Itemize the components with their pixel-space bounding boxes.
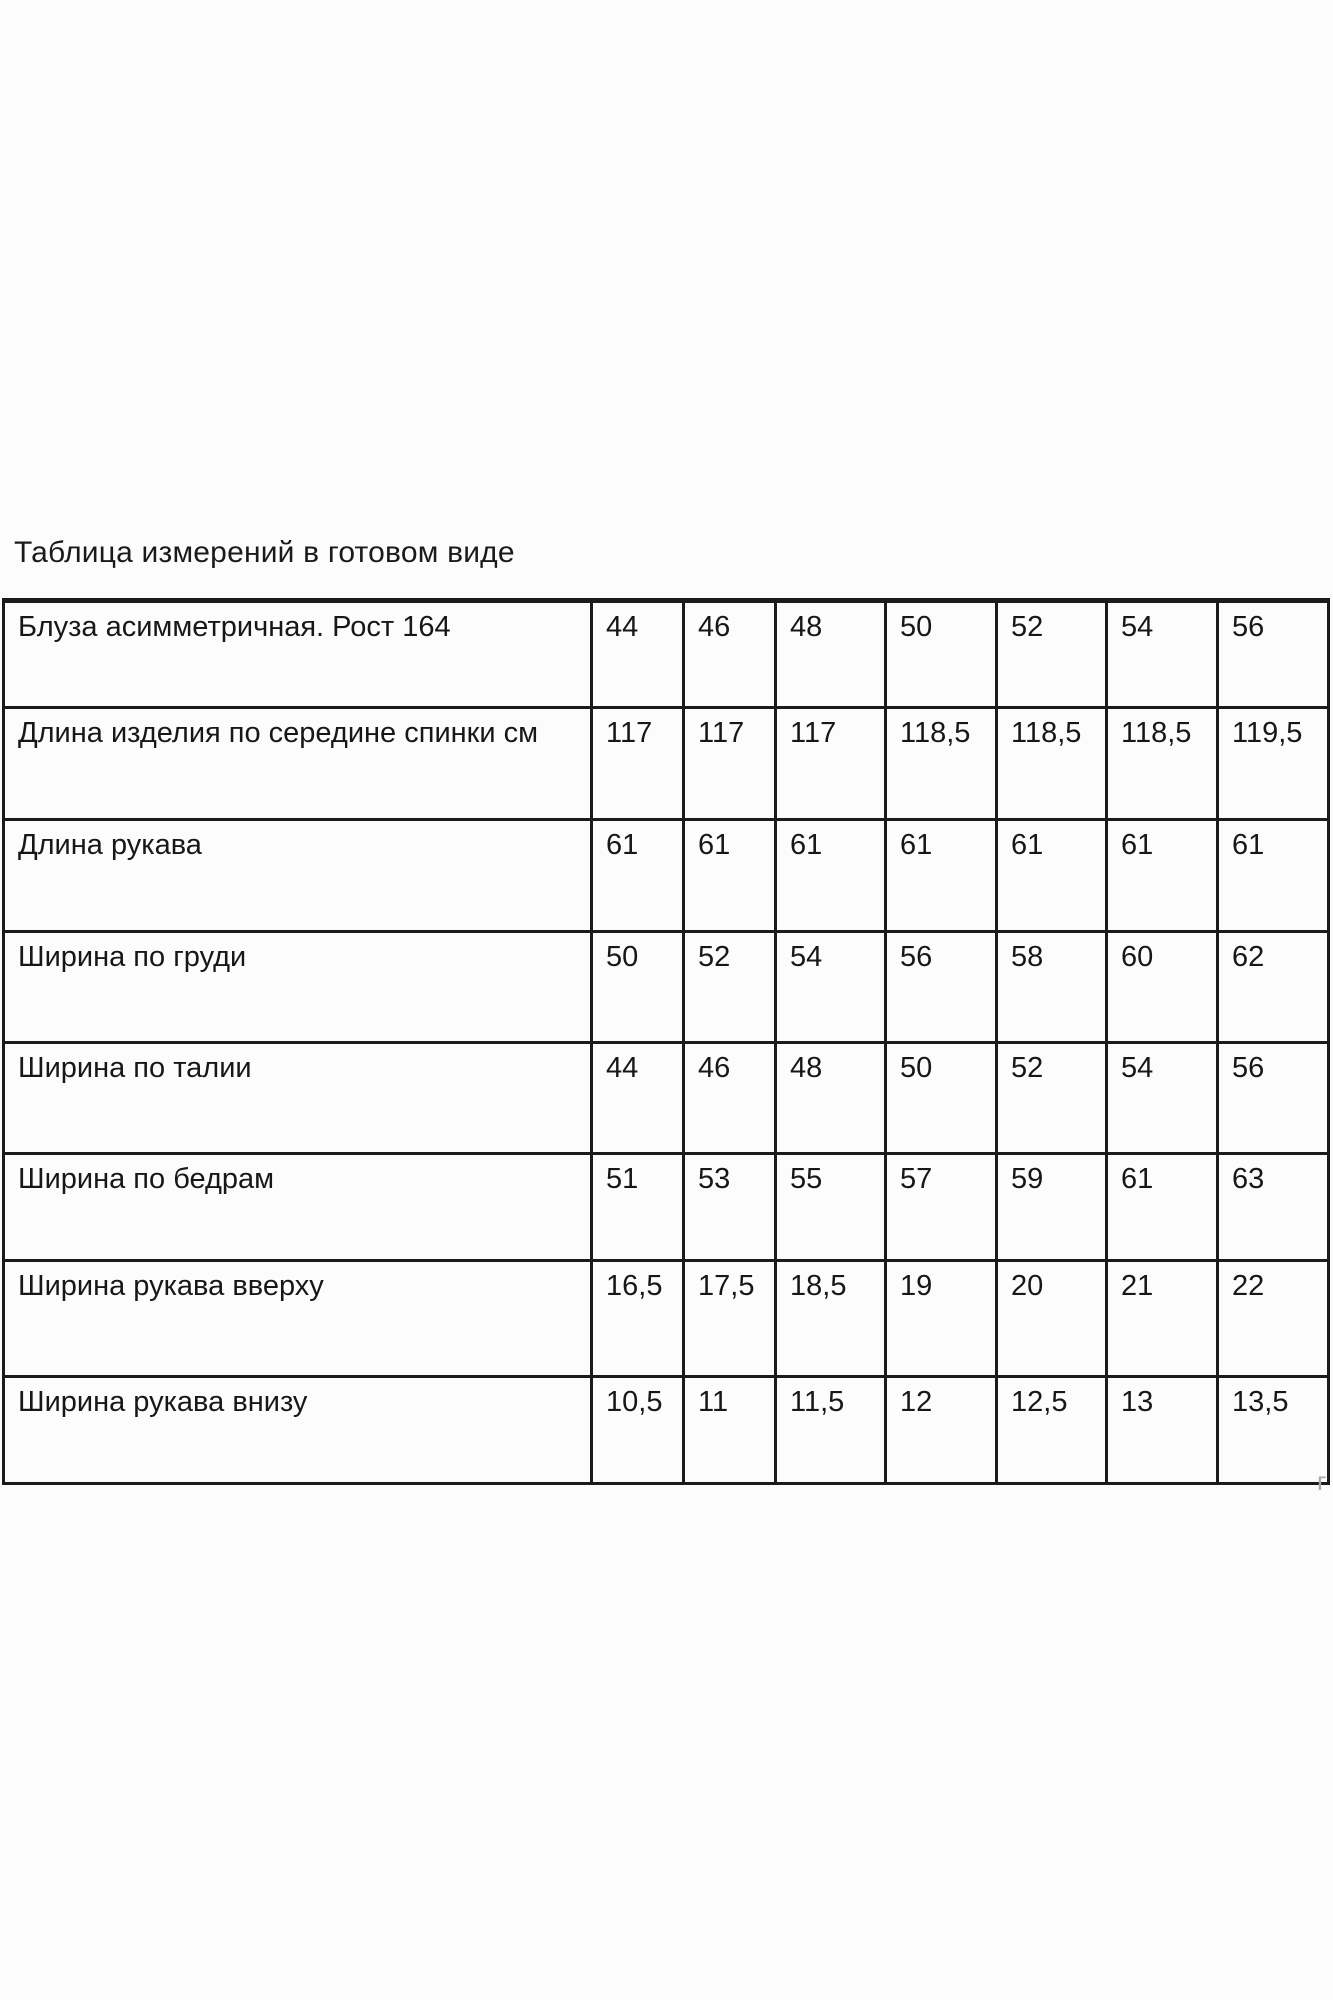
value-cell: 58 xyxy=(997,932,1107,1043)
value-cell: 61 xyxy=(886,820,997,932)
size-header: 44 xyxy=(592,601,684,708)
table-row xyxy=(4,1261,1329,1377)
value-cell: 44 xyxy=(592,1043,684,1154)
value-cell: 50 xyxy=(886,1043,997,1154)
value-cell: 118,5 xyxy=(886,708,997,820)
table-row xyxy=(4,708,1329,820)
value-cell: 56 xyxy=(886,932,997,1043)
measurement-label: Ширина по талии xyxy=(4,1043,592,1154)
value-cell: 117 xyxy=(592,708,684,820)
value-cell: 16,5 xyxy=(592,1261,684,1377)
measurement-table xyxy=(2,598,1330,1485)
table-row xyxy=(4,1154,1329,1261)
product-row-label: Блуза асимметричная. Рост 164 xyxy=(4,601,592,708)
value-cell: 61 xyxy=(776,820,886,932)
table-row xyxy=(4,932,1329,1043)
table-row xyxy=(4,820,1329,932)
value-cell: 20 xyxy=(997,1261,1107,1377)
size-header: 50 xyxy=(886,601,997,708)
value-cell: 117 xyxy=(776,708,886,820)
value-cell: 48 xyxy=(776,1043,886,1154)
value-cell: 11,5 xyxy=(776,1377,886,1484)
measurement-label: Ширина по бедрам xyxy=(4,1154,592,1261)
corner-artifact-mark: г xyxy=(1317,1466,1327,1496)
value-cell: 61 xyxy=(592,820,684,932)
value-cell: 61 xyxy=(1107,820,1218,932)
value-cell: 19 xyxy=(886,1261,997,1377)
value-cell: 54 xyxy=(1107,1043,1218,1154)
value-cell: 22 xyxy=(1218,1261,1329,1377)
value-cell: 119,5 xyxy=(1218,708,1329,820)
size-header: 52 xyxy=(997,601,1107,708)
table-header-row xyxy=(4,601,1329,708)
measurement-label: Длина изделия по середине спинки см xyxy=(4,708,592,820)
value-cell: 56 xyxy=(1218,1043,1329,1154)
value-cell: 11 xyxy=(684,1377,776,1484)
size-header: 54 xyxy=(1107,601,1218,708)
size-header: 48 xyxy=(776,601,886,708)
value-cell: 63 xyxy=(1218,1154,1329,1261)
value-cell: 55 xyxy=(776,1154,886,1261)
value-cell: 10,5 xyxy=(592,1377,684,1484)
value-cell: 117 xyxy=(684,708,776,820)
value-cell: 12,5 xyxy=(997,1377,1107,1484)
measurement-label: Ширина по груди xyxy=(4,932,592,1043)
measurement-label: Длина рукава xyxy=(4,820,592,932)
value-cell: 61 xyxy=(997,820,1107,932)
size-header: 46 xyxy=(684,601,776,708)
size-header: 56 xyxy=(1218,601,1329,708)
value-cell: 62 xyxy=(1218,932,1329,1043)
measurement-label: Ширина рукава вверху xyxy=(4,1261,592,1377)
table-row xyxy=(4,1043,1329,1154)
value-cell: 59 xyxy=(997,1154,1107,1261)
value-cell: 12 xyxy=(886,1377,997,1484)
value-cell: 54 xyxy=(776,932,886,1043)
table-row xyxy=(4,1377,1329,1484)
value-cell: 61 xyxy=(1107,1154,1218,1261)
value-cell: 61 xyxy=(684,820,776,932)
value-cell: 13,5 xyxy=(1218,1377,1329,1484)
measurement-label: Ширина рукава внизу xyxy=(4,1377,592,1484)
value-cell: 17,5 xyxy=(684,1261,776,1377)
value-cell: 50 xyxy=(592,932,684,1043)
value-cell: 18,5 xyxy=(776,1261,886,1377)
value-cell: 61 xyxy=(1218,820,1329,932)
value-cell: 46 xyxy=(684,1043,776,1154)
value-cell: 118,5 xyxy=(997,708,1107,820)
value-cell: 13 xyxy=(1107,1377,1218,1484)
value-cell: 60 xyxy=(1107,932,1218,1043)
value-cell: 51 xyxy=(592,1154,684,1261)
value-cell: 21 xyxy=(1107,1261,1218,1377)
value-cell: 52 xyxy=(997,1043,1107,1154)
value-cell: 57 xyxy=(886,1154,997,1261)
value-cell: 52 xyxy=(684,932,776,1043)
value-cell: 118,5 xyxy=(1107,708,1218,820)
value-cell: 53 xyxy=(684,1154,776,1261)
page-title: Таблица измерений в готовом виде xyxy=(14,536,515,569)
